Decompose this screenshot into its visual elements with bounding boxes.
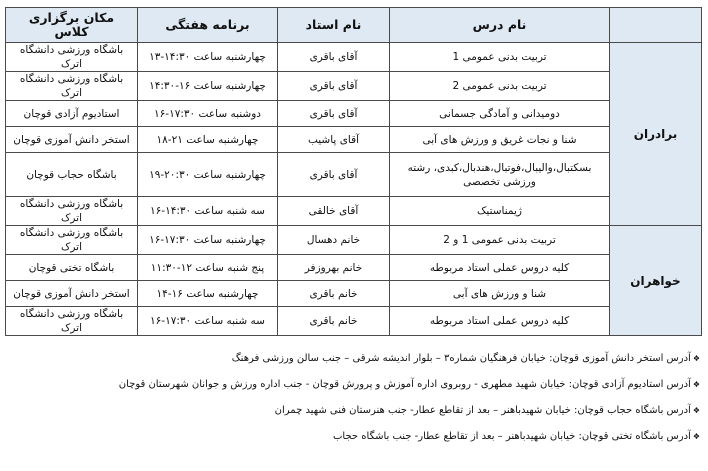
table-row: [6, 307, 702, 336]
course-cell: کلیه دروس عملی استاد مربوطه: [390, 255, 610, 281]
teacher-cell: آقای خالقی: [278, 197, 390, 226]
table-row: [6, 226, 702, 255]
schedule-cell: چهارشنبه ساعت ۱۶-۱۴:۳۰: [138, 72, 278, 101]
schedule-cell: چهارشنبه ساعت ۱۴:۳۰-۱۳: [138, 43, 278, 72]
diamond-bullet-icon: ❖: [692, 432, 700, 441]
course-cell: تربیت بدنی عمومی 2: [390, 72, 610, 101]
table-row: [6, 281, 702, 307]
course-cell: بسکتبال،والیبال،فوتبال،هندبال،کبدی، رشته ورزشی تخصصی: [390, 153, 610, 197]
location-cell: استخر دانش آموزی قوچان: [6, 127, 138, 153]
teacher-cell: خانم دهسال: [278, 226, 390, 255]
schedule-cell: چهارشنبه ساعت ۱۶-۱۴: [138, 281, 278, 307]
address-note-text: آدرس استخر دانش آموزی قوچان: خیابان فرهنگیان شماره۳ – بلوار اندیشه شرقی – جنب سالن ورزشی فرهنگ: [231, 353, 691, 364]
course-cell: کلیه دروس عملی استاد مربوطه: [390, 307, 610, 336]
course-cell: ژیمناستیک: [390, 197, 610, 226]
location-header: مکان برگزاری کلاس: [6, 8, 138, 43]
teacher-cell: خانم باقری: [278, 307, 390, 336]
address-note: [8, 400, 700, 426]
location-cell: باشگاه حجاب قوچان: [6, 153, 138, 197]
group-header: [610, 8, 702, 43]
teacher-cell: آقای باقری: [278, 153, 390, 197]
teacher-cell: آقای باقری: [278, 43, 390, 72]
group-label-brothers: برادران: [610, 43, 702, 226]
location-cell: باشگاه ورزشی دانشگاه اترک: [6, 226, 138, 255]
table-row: [6, 43, 702, 72]
table-row: [6, 101, 702, 127]
course-cell: دومیدانی و آمادگی جسمانی: [390, 101, 610, 127]
diamond-bullet-icon: ❖: [692, 380, 700, 389]
location-cell: باشگاه ورزشی دانشگاه اترک: [6, 72, 138, 101]
location-cell: باشگاه ورزشی دانشگاه اترک: [6, 197, 138, 226]
address-note: [8, 426, 700, 452]
course-cell: تربیت بدنی عمومی 1: [390, 43, 610, 72]
schedule-cell: پنج شنبه ساعت ۱۲-۱۱:۳۰: [138, 255, 278, 281]
diamond-bullet-icon: ❖: [692, 406, 700, 415]
course-cell: شنا و نجات غریق و ورزش های آبی: [390, 127, 610, 153]
location-cell: باشگاه ورزشی دانشگاه اترک: [6, 307, 138, 336]
address-note-text: آدرس باشگاه تختی قوچان: خیابان شهیدباهنر – بعد از تقاطع عطار- جنب باشگاه حجاب: [333, 431, 691, 442]
schedule-cell: چهارشنبه ساعت ۲۱-۱۸: [138, 127, 278, 153]
schedule-cell: دوشنبه ساعت ۱۷:۳۰-۱۶: [138, 101, 278, 127]
location-cell: باشگاه تختی قوچان: [6, 255, 138, 281]
teacher-header: نام استاد: [278, 8, 390, 43]
teacher-cell: آقای باقری: [278, 101, 390, 127]
location-cell: باشگاه ورزشی دانشگاه اترک: [6, 43, 138, 72]
teacher-cell: آقای پاشیب: [278, 127, 390, 153]
schedule-table: [5, 7, 702, 336]
location-cell: استخر دانش آموزی قوچان: [6, 281, 138, 307]
course-cell: تربیت بدنی عمومی 1 و 2: [390, 226, 610, 255]
schedule-cell: سه شنبه ساعت ۱۴:۳۰-۱۶: [138, 197, 278, 226]
schedule-cell: چهارشنبه ساعت ۲۰:۳۰-۱۹: [138, 153, 278, 197]
schedule-cell: چهارشنبه ساعت ۱۷:۳۰-۱۶: [138, 226, 278, 255]
table-row: [6, 127, 702, 153]
group-label-sisters: خواهران: [610, 226, 702, 336]
teacher-cell: آقای باقری: [278, 72, 390, 101]
table-row: [6, 197, 702, 226]
location-cell: استادیوم آزادی قوچان: [6, 101, 138, 127]
address-note: [8, 348, 700, 374]
table-row: [6, 72, 702, 101]
address-note: [8, 374, 700, 400]
table-row: [6, 255, 702, 281]
diamond-bullet-icon: ❖: [692, 354, 700, 363]
course-header: نام درس: [390, 8, 610, 43]
address-note-text: آدرس باشگاه حجاب قوچان: خیابان شهیدباهنر – بعد از تقاطع عطار- جنب هنرستان فنی شهید چمران: [274, 405, 691, 416]
table-row: [6, 153, 702, 197]
address-notes: [8, 348, 700, 452]
schedule-header: برنامه هفتگی: [138, 8, 278, 43]
header-row: [6, 8, 702, 43]
teacher-cell: خانم باقری: [278, 281, 390, 307]
schedule-cell: سه شنبه ساعت ۱۷:۳۰-۱۶: [138, 307, 278, 336]
course-cell: شنا و ورزش های آبی: [390, 281, 610, 307]
address-note-text: آدرس استادیوم آزادی قوچان: خیابان شهید مطهری - روبروی اداره آموزش و پرورش قوچان - جنب اداره ورزش و جوانان شهرستان قوچان: [118, 379, 691, 390]
teacher-cell: خانم بهروزفر: [278, 255, 390, 281]
